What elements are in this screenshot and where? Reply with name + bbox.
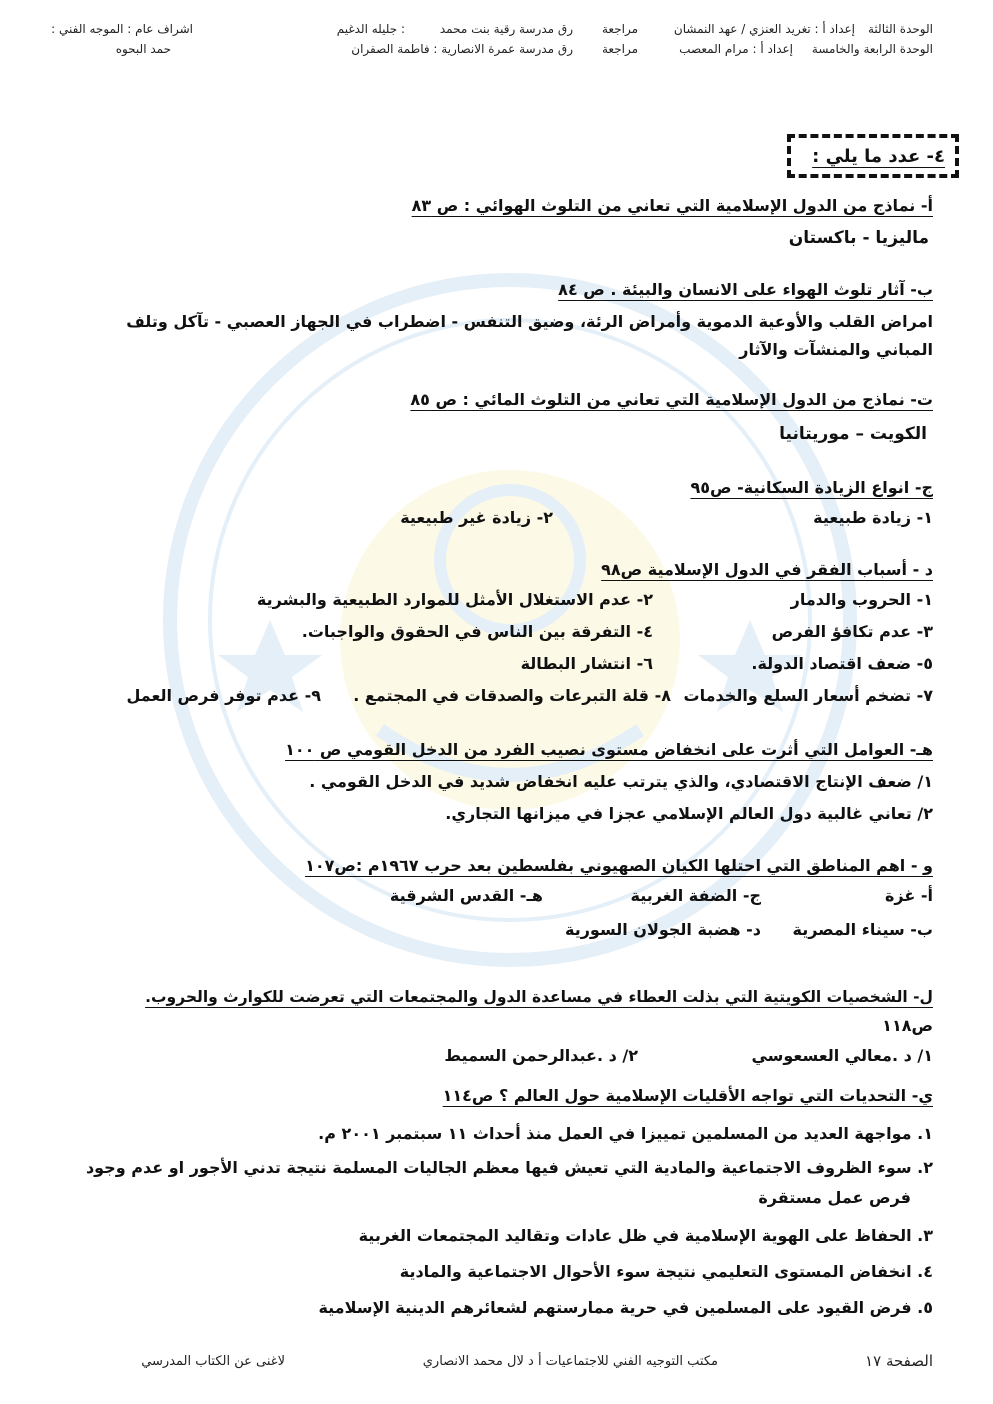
footer-note: لاغنى عن الكتاب المدرسي <box>141 1354 285 1369</box>
section-y-item-3: ٣. الحفاظ على الهوية الإسلامية في ظل عادات وتقاليد المجتمعات الغربية <box>358 1226 933 1245</box>
header-school-1: رق مدرسة رقية بنت محمد <box>439 22 573 36</box>
footer-office: مكتب التوجيه الفني للاجتماعيات أ د لال محمد الانصاري <box>422 1354 718 1369</box>
section-y-item-2-line2: فرص عمل مستقرة <box>758 1188 911 1207</box>
section-a-title: أ- نماذج من الدول الإسلامية التي تعاني من التلوث الهوائي : ص ٨٣ <box>411 196 933 215</box>
section-d-item-5: ٥- ضعف اقتصاد الدولة. <box>751 654 933 673</box>
header-prep-2: إعداد أ : مرام المعصب <box>679 42 793 56</box>
section-y-title: ي- التحديات التي تواجه الأقليات الإسلامية حول العالم ؟ ص١١٤ <box>442 1086 933 1105</box>
section-y-item-5: ٥. فرض القيود على المسلمين في حرية ممارستهم لشعائرهم الدينية الإسلامية <box>318 1298 933 1317</box>
footer-page-number: الصفحة ١٧ <box>865 1352 933 1370</box>
header-unit-45: الوحدة الرابعة والخامسة <box>811 42 933 56</box>
section-d-item-3: ٣- عدم تكافؤ الفرص <box>771 622 933 641</box>
section-h-item-2: ٢/ تعاني غالبية دول العالم الإسلامي عجزا في ميزانها التجاري. <box>445 804 933 823</box>
header-review-2: مراجعة <box>601 42 638 56</box>
section-d-item-2: ٢- عدم الاستغلال الأمثل للموارد الطبيعية والبشرية <box>256 590 653 609</box>
section-w-item-j: ج- الضفة الغربية <box>630 886 761 905</box>
section-d-title: د - أسباب الفقر في الدول الإسلامية ص٩٨ <box>601 560 933 579</box>
header-reviewer-1: : جليله الدغيم <box>336 22 405 36</box>
section-w-item-a: أ- غزة <box>884 886 933 905</box>
section-y-item-1: ١. مواجهة العديد من المسلمين تمييزا في العمل منذ أحداث ١١ سبتمبر ٢٠٠١ م. <box>318 1124 933 1143</box>
section-l-page: ص١١٨ <box>882 1016 933 1035</box>
section-l-item-2: ٢/ د .عبدالرحمن السميط <box>444 1046 638 1065</box>
section-j-item-1: ١- زيادة طبيعية <box>813 508 933 527</box>
section-d-item-8: ٨- قلة التبرعات والصدقات في المجتمع . <box>353 686 671 705</box>
page-heading: ٤- عدد ما يلي : <box>812 146 945 167</box>
header-review-1: مراجعة <box>601 22 638 36</box>
section-d-item-9: ٩- عدم توفر فرص العمل <box>126 686 321 705</box>
section-b-answer-line2: المباني والمنشآت والآثار <box>739 340 933 359</box>
header-unit-3: الوحدة الثالثة <box>868 22 933 36</box>
section-j-title: ج- انواع الزيادة السكانية- ص٩٥ <box>690 478 933 497</box>
section-l-title: ل- الشخصيات الكويتية التي بذلت العطاء في مساعدة الدول والمجتمعات التي تعرضت للكوارث والحروب. <box>145 988 933 1006</box>
section-t-title: ت- نماذج من الدول الإسلامية التي تعاني من التلوث المائي : ص ٨٥ <box>410 390 933 409</box>
section-h-title: هـ- العوامل التي أثرت على انخفاض مستوى نصيب الفرد من الدخل القومي ص ١٠٠ <box>285 740 933 759</box>
section-b-answer-line1: امراض القلب والأوعية الدموية وأمراض الرئة، وضيق التنفس - اضطراب في الجهاز العصبي - تآكل وتلف <box>126 312 933 331</box>
section-d-item-4: ٤- التفرقة بين الناس في الحقوق والواجبات. <box>301 622 653 641</box>
header-supervision: اشراف عام : الموجه الفني : <box>51 22 193 36</box>
section-j-item-2: ٢- زيادة غير طبيعية <box>400 508 553 527</box>
section-d-item-7: ٧- تضخم أسعار السلع والخدمات <box>683 686 933 705</box>
section-w-item-h: هـ- القدس الشرقية <box>389 886 543 905</box>
section-w-item-b: ب- سيناء المصرية <box>792 920 933 939</box>
header-supervisor-name: حمد البحوه <box>115 42 171 56</box>
section-t-answer: الكويت – موريتانيا <box>779 424 927 444</box>
section-y-item-2-line1: ٢. سوء الظروف الاجتماعية والمادية التي تعيش فيها معظم الجاليات المسلمة نتيجة تدني الأجور او عدم وجود <box>85 1158 933 1177</box>
section-y-item-4: ٤. انخفاض المستوى التعليمي نتيجة سوء الأحوال الاجتماعية والمادية <box>399 1262 933 1281</box>
section-h-item-1: ١/ ضعف الإنتاج الاقتصادي، والذي يترتب عليه انخفاض شديد في الدخل القومي . <box>309 772 933 791</box>
header-school-2: رق مدرسة عمرة الانصارية : فاطمة الصفران <box>351 42 573 56</box>
section-d-item-6: ٦- انتشار البطالة <box>520 654 653 673</box>
section-l-item-1: ١/ د .معالي العسعوسي <box>751 1046 933 1065</box>
header-prep-1: إعداد أ : تغريد العنزي / عهد النمشان <box>673 22 855 36</box>
section-w-title: و - اهم المناطق التي احتلها الكيان الصهيوني بفلسطين بعد حرب ١٩٦٧م :ص١٠٧ <box>305 856 933 875</box>
section-a-answer: ماليزيا - باكستان <box>788 228 929 248</box>
section-w-item-d: د- هضبة الجولان السورية <box>564 920 761 939</box>
section-d-item-1: ١- الحروب والدمار <box>790 590 933 609</box>
section-b-title: ب- آثار تلوث الهواء على الانسان والبيئة . ص ٨٤ <box>558 280 933 299</box>
